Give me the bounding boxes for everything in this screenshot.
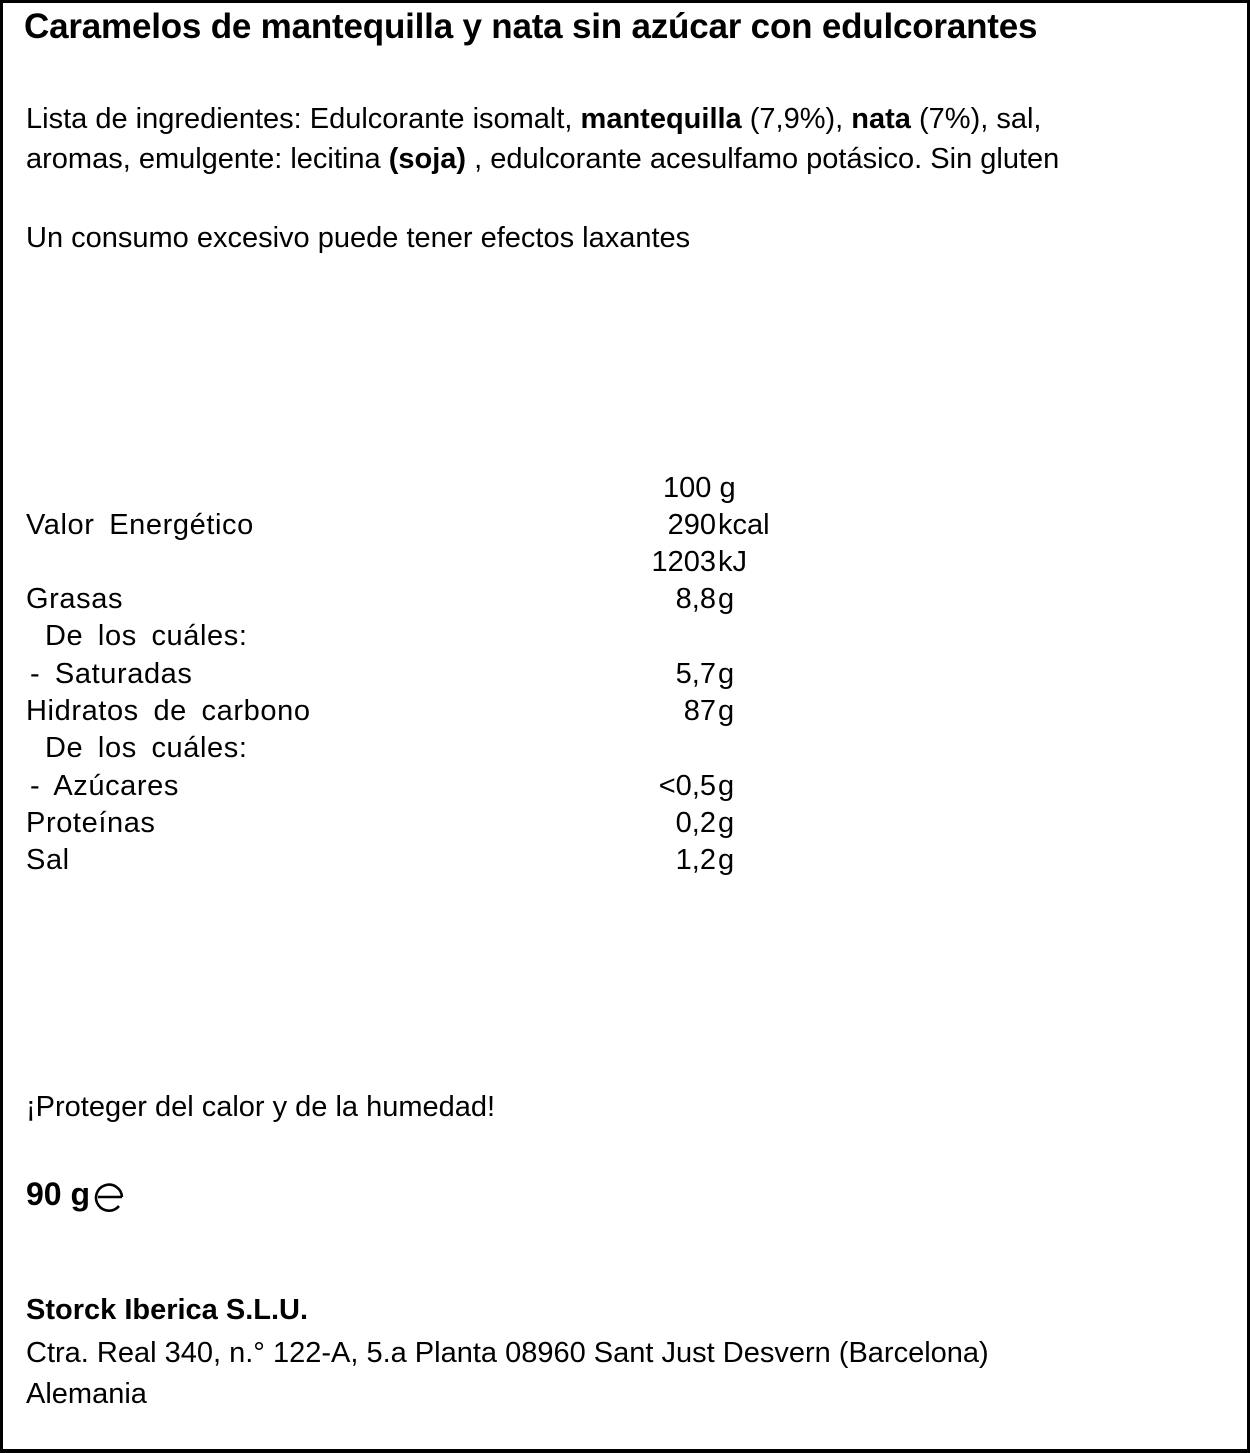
nutrition-row-label: De los cuáles: bbox=[45, 620, 248, 652]
manufacturer-address: Ctra. Real 340, n.° 122-A, 5.a Planta 08960 Sant Just Desvern (Barcelona) bbox=[26, 1337, 989, 1369]
ingredient-cream-pct: (7%), sal, bbox=[910, 103, 1042, 135]
net-weight-value: 90 g bbox=[26, 1176, 91, 1212]
nutrition-row-label: De los cuáles: bbox=[45, 732, 248, 764]
nutrition-row-label: Sal bbox=[26, 844, 70, 876]
laxative-warning: Un consumo excesivo puede tener efectos laxantes bbox=[26, 222, 691, 254]
estimated-sign-icon bbox=[92, 1180, 128, 1214]
nutrition-per-label: 100 g bbox=[663, 472, 736, 504]
ingredient-butter: mantequilla bbox=[580, 103, 742, 135]
manufacturer-country: Alemania bbox=[26, 1378, 147, 1410]
ingredient-butter-pct: (7,9%), bbox=[741, 103, 852, 135]
ingredients-line-1 bbox=[26, 105, 1041, 134]
nutrition-row-value: 1203 bbox=[651, 546, 716, 578]
nutrition-row-label: Grasas bbox=[26, 583, 124, 615]
nutrition-row-label: Hidratos de carbono bbox=[26, 695, 311, 727]
ingredients-line2-prefix: aromas, emulgente: lecitina bbox=[26, 143, 389, 175]
ingredients-prefix: Lista de ingredientes: Edulcorante isomalt, bbox=[26, 103, 581, 135]
manufacturer-name: Storck Iberica S.L.U. bbox=[26, 1294, 309, 1326]
nutrition-row-unit: g bbox=[718, 658, 735, 690]
nutrition-row-label: Proteínas bbox=[26, 807, 156, 839]
nutrition-row-value: 0,2 bbox=[675, 807, 716, 839]
nutrition-row-value: <0,5 bbox=[658, 770, 716, 802]
nutrition-row-value: 290 bbox=[667, 509, 716, 541]
nutrition-row-unit: g bbox=[718, 844, 735, 876]
nutrition-row-unit: g bbox=[718, 807, 735, 839]
nutrition-row-label: - Azúcares bbox=[30, 770, 179, 802]
nutrition-row-unit: g bbox=[718, 695, 735, 727]
nutrition-row-value: 5,7 bbox=[675, 658, 716, 690]
nutrition-row-value: 87 bbox=[683, 695, 716, 727]
net-weight bbox=[26, 1177, 128, 1211]
ingredient-soy: (soja) bbox=[388, 143, 467, 175]
nutrition-row-unit: g bbox=[718, 770, 735, 802]
nutrition-row-value: 1,2 bbox=[675, 844, 716, 876]
nutrition-row-unit: g bbox=[718, 583, 735, 615]
product-title: Caramelos de mantequilla y nata sin azúcar con edulcorantes bbox=[24, 7, 1038, 46]
nutrition-row-label: Valor Energético bbox=[26, 509, 254, 541]
nutrition-row-value: 8,8 bbox=[675, 583, 716, 615]
storage-instruction: ¡Proteger del calor y de la humedad! bbox=[26, 1091, 496, 1123]
ingredients-line-2 bbox=[26, 145, 1059, 174]
nutrition-row-unit: kcal bbox=[718, 509, 770, 541]
ingredient-cream: nata bbox=[851, 103, 911, 135]
nutrition-row-label: - Saturadas bbox=[30, 658, 193, 690]
ingredients-line2-suffix: , edulcorante acesulfamo potásico. Sin gluten bbox=[466, 143, 1060, 175]
nutrition-row-unit: kJ bbox=[718, 546, 747, 578]
